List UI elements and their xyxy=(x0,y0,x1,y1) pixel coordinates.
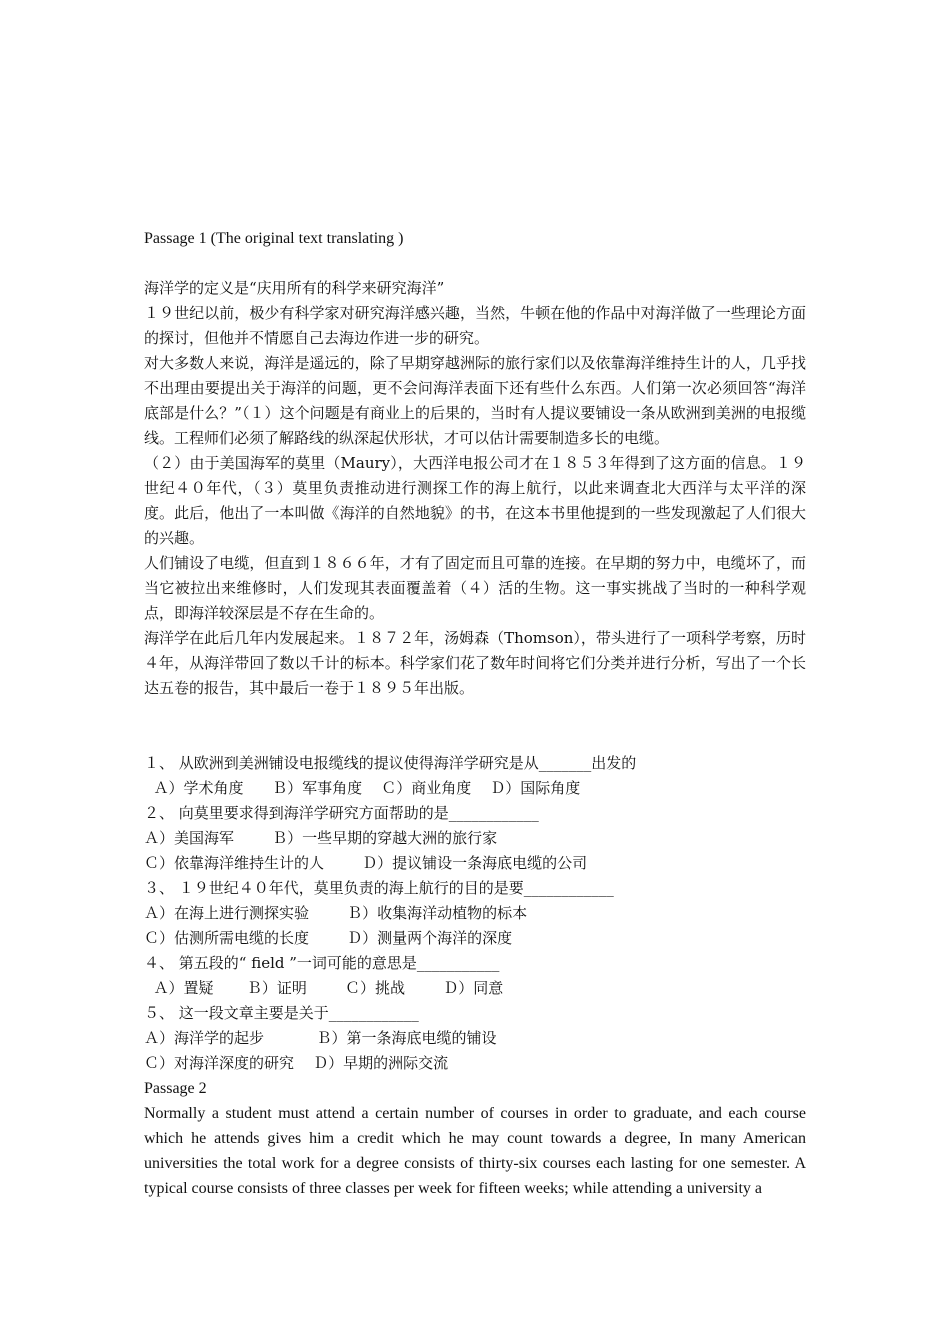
question-options: Ａ）在海上进行测探实验 Ｂ）收集海洋动植物的标本 xyxy=(144,904,528,922)
passage1-paragraph: 海洋学在此后几年内发展起来。１８７２年，汤姆森（Thomson），带头进行了一项科学考察，历时４年，从海洋带回了数以千计的标本。科学家们花了数年时间将它们分类并进行分析，写出了一个长达五卷的报告，其中最后一卷于１８９５年出版。 xyxy=(144,629,806,697)
passage1-paragraph: （２）由于美国海军的莫里（Maury），大西洋电报公司才在１８５３年得到了这方面的信息。１９世纪４０年代，（３）莫里负责推动进行测探工作的海上航行，以此来调查北大西洋与太平洋的深度。此后，他出了一本叫做《海洋的自然地貌》的书，在这本书里他提到的一些发现激起了人们很大的兴趣。 xyxy=(144,454,806,547)
question-options: Ａ）海洋学的起步 Ｂ）第一条海底电缆的铺设 xyxy=(144,1029,497,1047)
question-4 xyxy=(144,951,806,1001)
question-options: Ａ）置疑 Ｂ）证明 Ｃ）挑战 Ｄ）同意 xyxy=(144,979,504,997)
question-options: Ｃ）对海洋深度的研究 Ｄ）早期的洲际交流 xyxy=(144,1054,449,1072)
passage2-text: Normally a student must attend a certain number of courses in order to graduate, and each course which he attends gives him a credit which he may count towards a degree, In many American universities the total work for a degree consists of thirty-six courses each lasting for one semester. A typical course consists of three classes per week for fifteen weeks; while attending a university a xyxy=(144,1105,806,1197)
question-options: Ａ）美国海军 Ｂ）一些早期的穿越大洲的旅行家 xyxy=(144,829,498,847)
passage1-heading: Passage 1 (The original text translating ) xyxy=(144,230,404,247)
passage1-paragraph: 人们铺设了电缆，但直到１８６６年，才有了固定而且可靠的连接。在早期的努力中，电缆坏了，而当它被拉出来维修时，人们发现其表面覆盖着（４）活的生物。这一事实挑战了当时的一种科学观点，即海洋较深层是不存在生命的。 xyxy=(144,554,806,622)
passage1-title-line: 海洋学的定义是“庆用所有的科学来研究海洋” xyxy=(144,279,445,297)
question-options: Ｃ）估测所需电缆的长度 Ｄ）测量两个海洋的深度 xyxy=(144,929,513,947)
question-stem: ４、 第五段的“ field ”一词可能的意思是___________ xyxy=(144,954,500,972)
question-3 xyxy=(144,876,806,951)
passage2-heading: Passage 2 xyxy=(144,1080,207,1097)
question-stem: ５、 这一段文章主要是关于____________ xyxy=(144,1004,419,1022)
question-2 xyxy=(144,801,806,876)
question-stem: ２、 向莫里要求得到海洋学研究方面帮助的是____________ xyxy=(144,804,539,822)
question-options: Ｃ）依靠海洋维持生计的人 Ｄ）提议铺设一条海底电缆的公司 xyxy=(144,854,588,872)
passage1-paragraph: 对大多数人来说，海洋是遥远的，除了早期穿越洲际的旅行家们以及依靠海洋维持生计的人，几乎找不出理由要提出关于海洋的问题，更不会问海洋表面下还有些什么东西。人们第一次必须回答“海洋底部是什么？”（１）这个问题是有商业上的后果的，当时有人提议要铺设一条从欧洲到美洲的电报缆线。工程师们必须了解路线的纵深起伏形状，才可以估计需要制造多长的电缆。 xyxy=(144,354,806,447)
passage1-paragraph: １９世纪以前，极少有科学家对研究海洋感兴趣，当然，牛顿在他的作品中对海洋做了一些理论方面的探讨，但他并不情愿自己去海边作进一步的研究。 xyxy=(144,304,806,347)
document-body xyxy=(144,226,806,1201)
question-stem: １、 从欧洲到美洲铺设电报缆线的提议使得海洋学研究是从_______出发的 xyxy=(144,754,637,772)
question-stem: ３、 １９世纪４０年代，莫里负责的海上航行的目的是要____________ xyxy=(144,879,614,897)
question-options: Ａ）学术角度 Ｂ）军事角度 Ｃ）商业角度 Ｄ）国际角度 xyxy=(144,779,581,797)
question-1 xyxy=(144,751,806,801)
question-5 xyxy=(144,1001,806,1076)
